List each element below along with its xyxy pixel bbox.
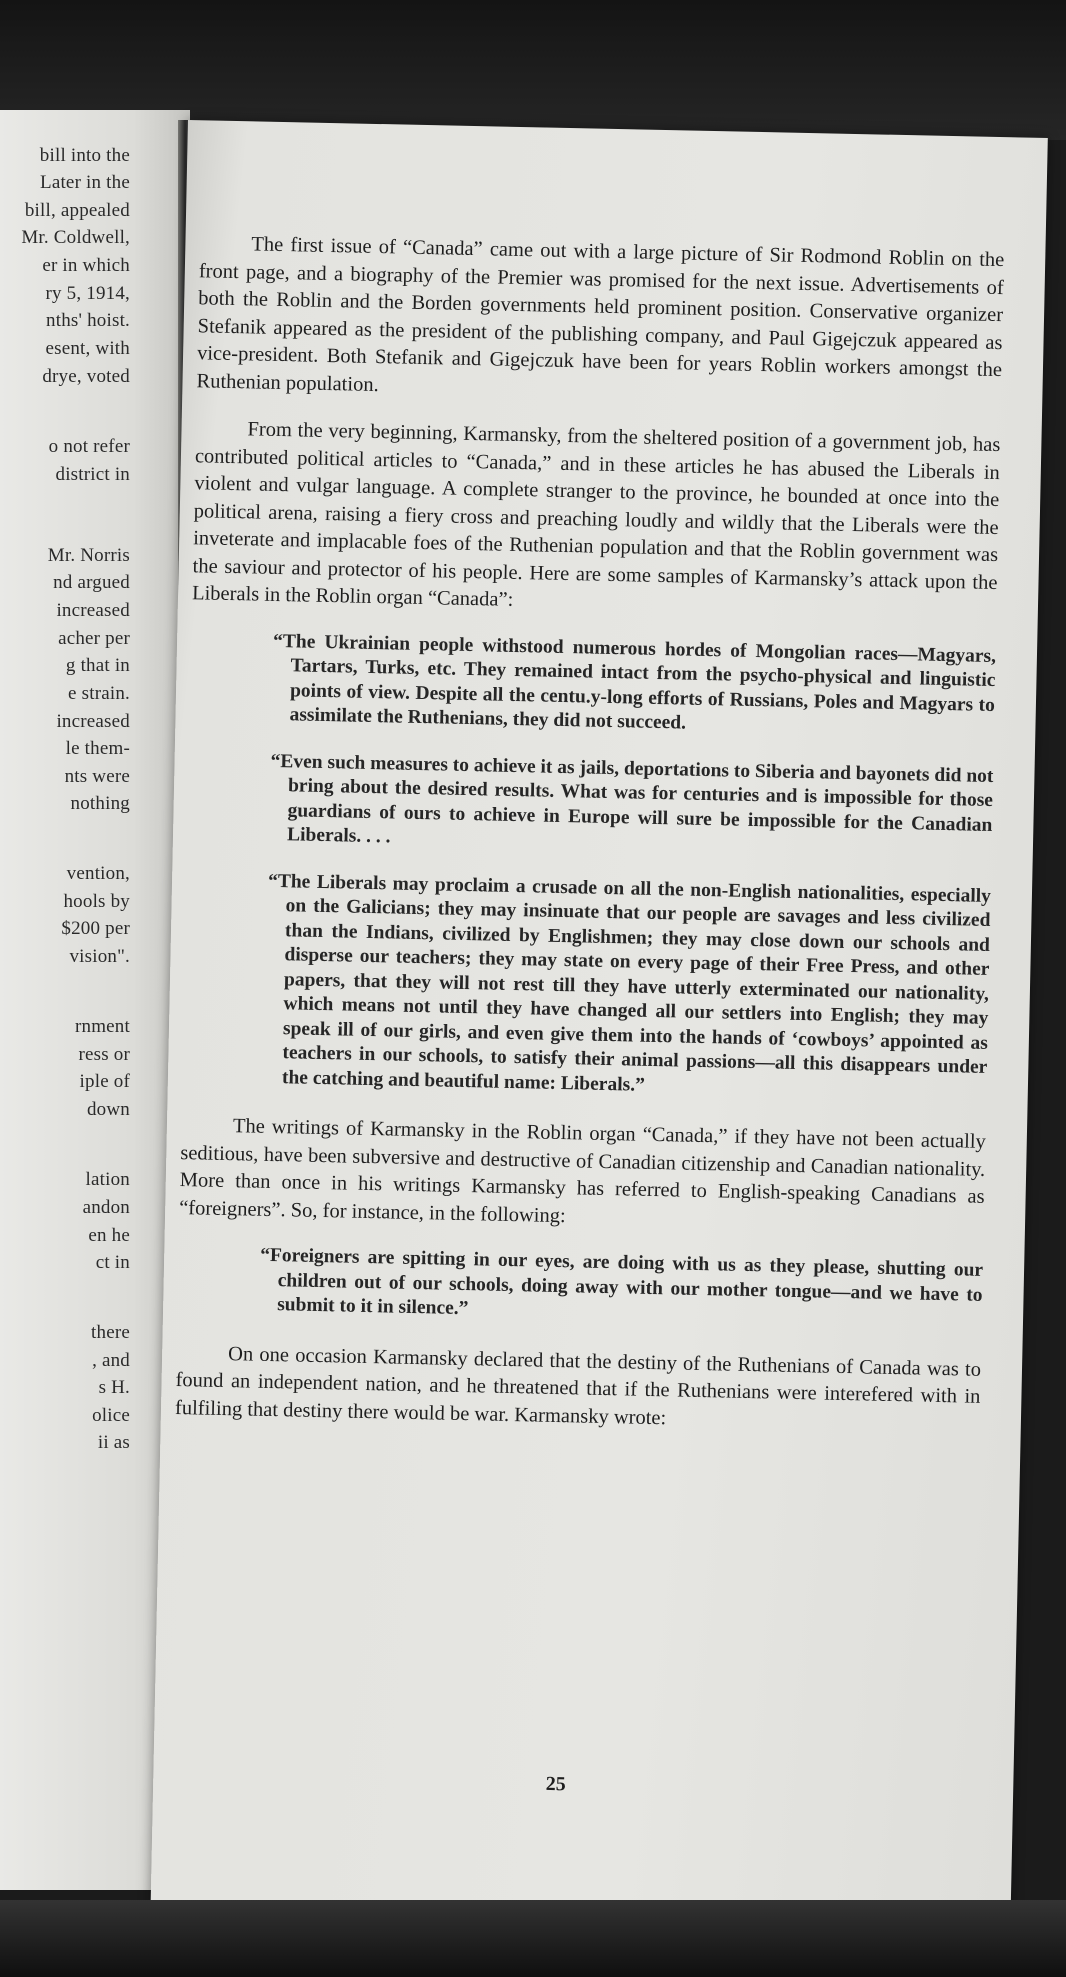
left-page-line: there [91, 1322, 130, 1343]
main-page [151, 120, 1048, 1928]
left-page-line: g that in [65, 655, 130, 676]
left-page-line: ct in [95, 1252, 130, 1273]
paragraph-karmansky-articles: From the very beginning, Karmansky, from the sheltered position of a government job, has contributed political articles to “Canada,” and in these articles he has abused the Liberals in violent and vulgar language. A complete stranger to the province, he bounded at once into the political arena, raising a fiery cross and preaching loudly and wildly that the Liberals were the inveterate and implacable foes of the Ruthenian population and that the Roblin government was the saviour and protector of his people. Here are some samples of Karmansky’s attack upon the Liberals in the Roblin organ “Canada”: [191, 418, 1001, 611]
paragraph-canada-first-issue: The first issue of “Canada” came out with a large picture of Sir Rodmond Roblin on the front page, and a biography of the Premier was promised for the next issue. Advertisements of both the Roblin and the Borden governments held prominent position. Conservative organizer Stefanik appeared as the president of the publishing company, and Paul Gigejczuk appeared as vice-president. Both Stefanik and Gigejczuk have been for years Roblin workers amongst the Ruthenian population. [196, 233, 1005, 396]
paragraph-independent-nation: On one occasion Karmansky declared that the destiny of the Ruthenians of Canada was to found an independent nation, and he threatened that if the Ruthenians were interefered with in fulfiling that destiny there would be war. Karmansky wrote: [174, 1342, 982, 1429]
left-page-line: hools by [63, 891, 130, 912]
left-page-line: olice [92, 1405, 130, 1426]
quote-foreigners-spitting: “Foreigners are spitting in our eyes, are doing with us as they please, shutting our children out of our schools, doing away with our mother tongue—and we have to submit to it in silence.” [260, 1244, 984, 1320]
page-text [174, 230, 1004, 1459]
left-page-line: vision". [69, 946, 130, 967]
left-page-line: nths' hoist. [46, 310, 130, 331]
paragraph-writings-subversive: The writings of Karmansky in the Roblin organ “Canada,” if they have not been actually seditious, have been subversive and destructive of Canadian citizenship and Canadian nationality. More than once in his writings Karmansky has referred to English-speaking Canadians as “foreigners”. So, for instance, in the following: [178, 1115, 987, 1227]
quote-ukrainian-people: “The Ukrainian people withstood numerous hordes of Mongolian races—Magyars, Tartars, Turks, etc. They remained intact from the psycho-physical and linguistic points of view. Despite all the centu.y-long efforts of Russians, Poles and Magyars to assimilate the Ruthenians, they did not succeed. [272, 630, 997, 734]
left-page-line: Mr. Coldwell, [21, 227, 130, 248]
left-page-line: e strain. [68, 683, 130, 704]
left-page-line: iple of [79, 1071, 130, 1092]
left-page-line: , and [92, 1350, 130, 1371]
left-page-line: en he [88, 1225, 130, 1246]
left-page-line: nd argued [53, 572, 130, 593]
left-page-line: bill, appealed [24, 200, 130, 221]
left-page-line: bill into the [39, 145, 130, 166]
left-page-line: district in [55, 464, 130, 485]
page-number: 25 [545, 1772, 566, 1796]
left-page-line: acher per [58, 628, 130, 649]
left-page-line: drye, voted [42, 366, 130, 387]
left-page-line: nts were [64, 766, 130, 787]
quote-liberals-crusade: “The Liberals may proclaim a crusade on all the non-English nationalities, especially on the Galicians; they may insinuate that our people are savages and less civilized than the Indians, civilized by Englishmen; they may close down our schools and disperse our teachers; they may state on every page of their Free Press, and other papers, that they will not rest till they have utterly exterminated our nationality, which means not until they have changed all our settlers into English; they may speak ill of our girls, and even give them into the hands of ‘cowboys’ appointed as teachers in our schools, to satisfy their animal passions—all this disappears under the catching and beautiful name: Liberals.” [267, 870, 992, 1096]
left-page-line: o not refer [48, 436, 130, 457]
left-page-line: increased [56, 711, 130, 732]
left-page-line: le them- [65, 738, 130, 759]
left-page-line: ry 5, 1914, [45, 283, 130, 304]
left-page-line: nothing [70, 793, 130, 814]
left-page-line: vention, [66, 863, 130, 884]
left-page-line: lation [85, 1169, 130, 1190]
left-page-line: ress or [78, 1044, 130, 1065]
left-page-line: esent, with [45, 338, 130, 359]
quote-jails-deportations: “Even such measures to achieve it as jails, deportations to Siberia and bayonets did not bring about the desired results. What was for centuries and is impossible for those guardians of ours to achieve in Europe will sure be impossible for the Canadian Liberals. . . . [270, 750, 994, 848]
left-page-line: er in which [42, 255, 130, 276]
left-page-line: down [86, 1099, 130, 1120]
left-page-line: andon [82, 1197, 130, 1218]
left-page-line: s H. [98, 1377, 130, 1398]
left-page-line: Mr. Norris [47, 545, 130, 566]
left-page-line: ii as [97, 1432, 130, 1453]
photo-background-bottom [0, 1900, 1066, 1977]
left-page-line: increased [56, 600, 130, 621]
left-page-line: rnment [74, 1016, 130, 1037]
left-page-line: $200 per [61, 918, 130, 939]
left-page-line: Later in the [40, 172, 130, 193]
